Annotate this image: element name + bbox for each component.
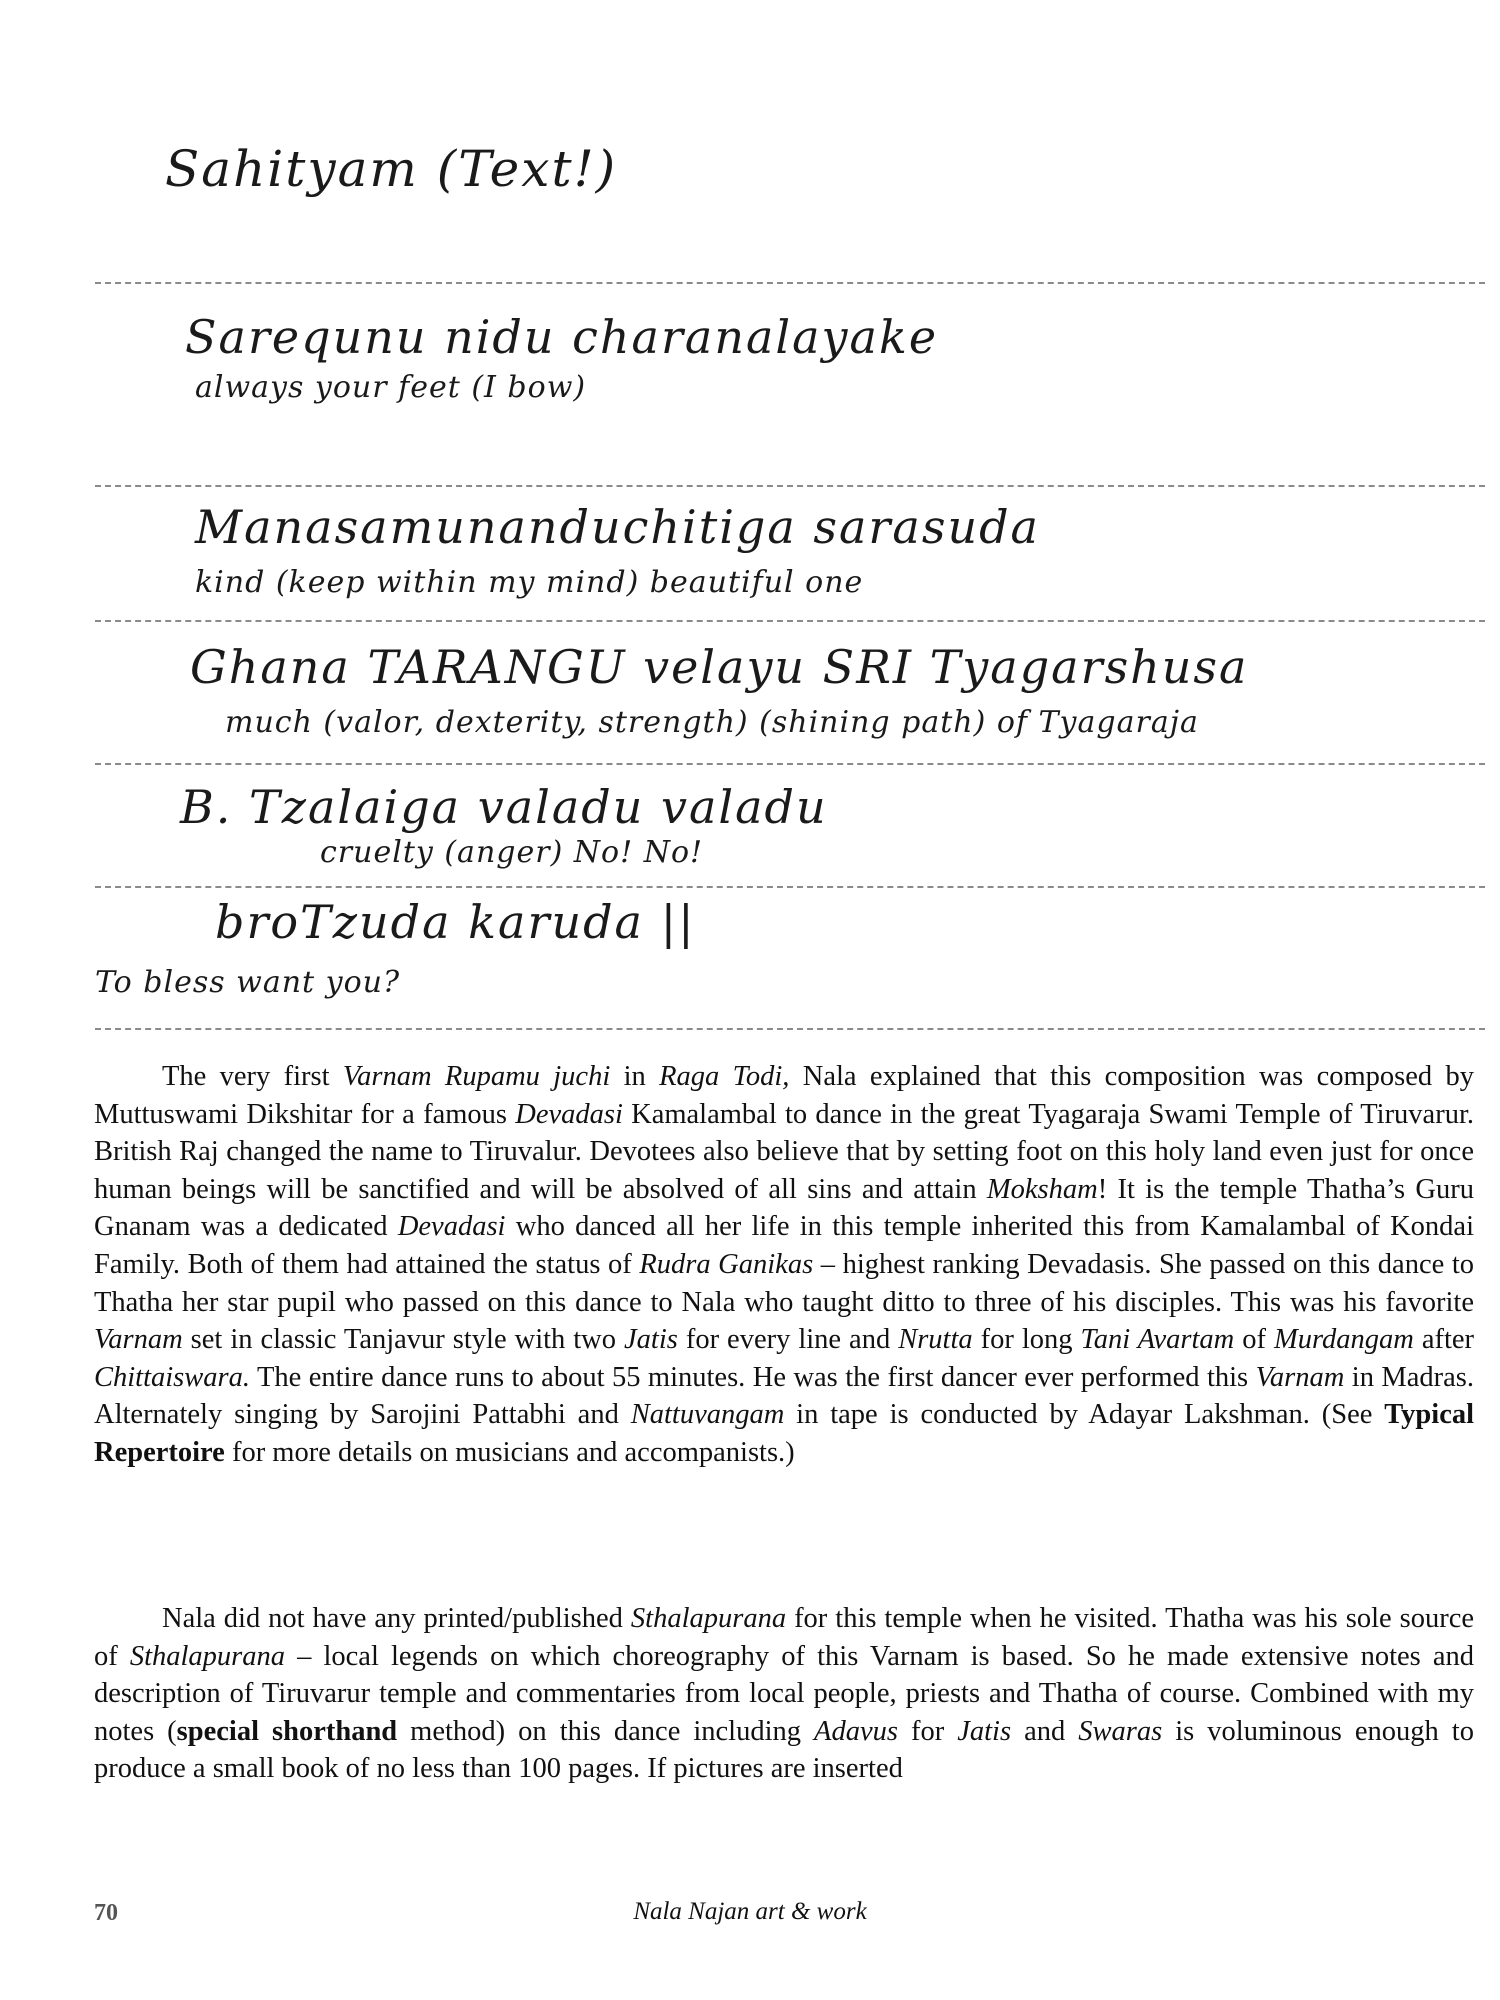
note-gloss: To bless want you? [95, 965, 401, 1000]
italic-term: Jatis [624, 1324, 678, 1356]
dashed-rule [95, 620, 1485, 622]
text-run: Kamalambal to dance in the great Tyagaraja Swami Temple of Tiruvarur. British Raj changed the name to Tiruvalur. Devotees also believe that by setting foot on this holy land even just for once human beings will be sanctified and will be absolved of all sins and attain [94, 1098, 1474, 1205]
text-run: – local legends on which choreography of this Varnam is based. So he made extensive notes and description of Tiruvarur temple and commentaries from local people, priests and Thatha of course. Combined with my notes ( [94, 1640, 1474, 1747]
italic-term: Sthalapurana [630, 1603, 787, 1634]
note-line: broTzuda karuda || [215, 895, 696, 949]
text-run: for long [972, 1324, 1081, 1356]
running-footer-title: Nala Najan art & work [633, 1898, 867, 1925]
bold-term: special shorthand [176, 1715, 398, 1747]
text-run: for every line and [677, 1324, 899, 1356]
italic-term: Moksham [986, 1173, 1098, 1205]
italic-term: Nattuvangam [630, 1399, 785, 1431]
italic-term: Raga Todi, [659, 1061, 790, 1092]
body-paragraph [94, 1600, 1474, 1788]
text-run: in [610, 1061, 660, 1092]
note-gloss: much (valor, dexterity, strength) (shining path) of Tyagaraja [225, 705, 1199, 740]
text-run: for more details on musicians and accompanists.) [224, 1436, 795, 1468]
page-number: 70 [94, 1900, 118, 1926]
dashed-rule [95, 886, 1485, 888]
italic-term: Devadasi [397, 1211, 506, 1243]
dashed-rule [95, 282, 1485, 284]
note-line: B. Tzalaiga valadu valadu [180, 780, 828, 834]
note-line: Manasamunanduchitiga sarasuda [195, 500, 1040, 554]
dashed-rule [95, 1028, 1485, 1030]
italic-term: Sthalapurana [129, 1640, 286, 1672]
note-line: Ghana TARANGU velayu SRI Tyagarshusa [190, 640, 1249, 694]
notes-heading: Sahityam (Text!) [165, 140, 618, 198]
note-line: Sarequnu nidu charanalayake [185, 310, 939, 364]
italic-term: Swaras [1078, 1715, 1163, 1747]
text-run: for this temple when he visited. Thatha was his sole source of [94, 1603, 1474, 1672]
text-run: Nala explained that this composition was composed by Muttuswami Dikshitar for a famous [94, 1061, 1475, 1130]
text-run: ! It is the temple Thatha’s Guru Gnanam was a dedicated [94, 1173, 1474, 1243]
dashed-rule [95, 485, 1485, 487]
text-run: after [1413, 1324, 1475, 1356]
text-run: set in classic Tanjavur style with two [182, 1324, 625, 1356]
dashed-rule [95, 763, 1485, 765]
text-run: who danced all her life in this temple inherited this from Kamalambal of Kondai Family. Both of them had attained the status of [94, 1211, 1474, 1280]
italic-term: Nrutta [898, 1324, 973, 1356]
note-gloss: kind (keep within my mind) beautiful one [195, 565, 864, 600]
text-run: Nala did not have any printed/published [162, 1603, 631, 1634]
text-run: for [897, 1715, 958, 1747]
italic-term: Rudra Ganikas [639, 1248, 814, 1280]
text-run: method) on this dance including [397, 1715, 815, 1747]
text-run: in tape is conducted by Adayar Lakshman. (See [784, 1399, 1385, 1431]
italic-term: Varnam Rupamu juchi [342, 1061, 611, 1092]
text-run: The entire dance runs to about 55 minutes. He was the first dancer ever performed this [250, 1361, 1256, 1393]
body-paragraph [94, 1058, 1474, 1472]
italic-term: Jatis [957, 1715, 1012, 1747]
italic-term: Varnam [1255, 1361, 1345, 1393]
text-run: in Madras. Alternately singing by Sarojini Pattabhi and [94, 1361, 1475, 1431]
text-run: is voluminous enough to produce a small book of no less than 100 pages. If pictures are inserted [94, 1715, 1474, 1785]
italic-term: Devadasi [515, 1098, 623, 1130]
note-gloss: cruelty (anger) No! No! [320, 835, 704, 870]
italic-term: Varnam [94, 1324, 183, 1356]
italic-term: Chittaiswara. [94, 1361, 250, 1393]
text-run: The very first [162, 1061, 343, 1092]
italic-term: Murdangam [1273, 1324, 1414, 1356]
italic-term: Adavus [814, 1715, 898, 1747]
text-run: and [1011, 1715, 1079, 1747]
text-run: of [1234, 1324, 1274, 1356]
bold-term: Typical Repertoire [94, 1399, 1475, 1468]
text-run: – highest ranking Devadasis. She passed on this dance to Thatha her star pupil who passed on this dance to Nala who taught ditto to three of his disciples. This was his favorite [94, 1248, 1475, 1318]
note-gloss: always your feet (I bow) [195, 370, 587, 405]
italic-term: Tani Avartam [1080, 1324, 1235, 1356]
